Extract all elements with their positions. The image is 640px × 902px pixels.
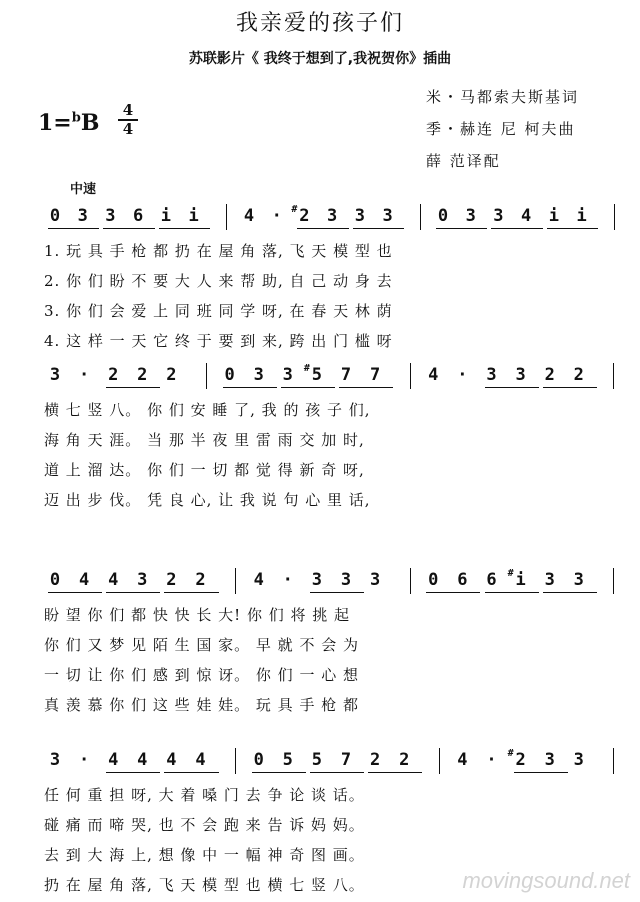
- barline: [410, 568, 411, 594]
- note: 2: [166, 365, 177, 385]
- note: 2: [369, 750, 381, 770]
- note: i #: [512, 570, 530, 590]
- sharp-accidental: #: [507, 748, 514, 759]
- note: 3: [493, 206, 504, 226]
- beam: [106, 387, 160, 388]
- lyric-line-1: 盼 望 你 们 都 快 快 长 大! 你 们 将 挑 起: [44, 606, 351, 624]
- note: 4: [457, 750, 468, 770]
- note: 3: [354, 206, 365, 226]
- beam: [491, 228, 542, 229]
- barline: [613, 363, 614, 389]
- note: 0: [428, 570, 439, 590]
- sharp-accidental: #: [303, 363, 310, 374]
- barline: [614, 204, 615, 230]
- beam: [436, 228, 487, 229]
- beam: [353, 228, 404, 229]
- time-signature: 4 4: [118, 102, 138, 138]
- note: 0: [49, 206, 61, 226]
- note: 6: [133, 206, 144, 226]
- note: 3: [544, 570, 555, 590]
- beam: [164, 592, 218, 593]
- lyric-line-3: 去 到 大 海 上, 想 像 中 一 幅 神 奇 图 画。: [44, 846, 365, 864]
- note: 7: [369, 365, 381, 385]
- barline: [410, 363, 411, 389]
- note: 0: [224, 365, 235, 385]
- note: 2: [544, 365, 555, 385]
- note: 3: [340, 570, 352, 590]
- beam: [339, 387, 393, 388]
- barline: [613, 568, 614, 594]
- score-system-3: [0, 560, 640, 714]
- note: 3: [465, 206, 476, 226]
- beam: [164, 772, 218, 773]
- lyric-line-4: 真 羡 慕 你 们 这 些 娃 娃。 玩 具 手 枪 都: [44, 696, 359, 714]
- note: 3: [137, 570, 148, 590]
- beam: [106, 772, 160, 773]
- beam: [281, 387, 335, 388]
- beam: [485, 592, 539, 593]
- note: ·: [78, 365, 90, 385]
- note: 3: [515, 365, 526, 385]
- beam: [223, 387, 277, 388]
- note: ·: [78, 750, 90, 770]
- note: 3: [77, 206, 88, 226]
- composer-credit: 季・赫连 尼 柯夫曲: [426, 120, 576, 138]
- beam: [297, 228, 348, 229]
- barline: [613, 748, 614, 774]
- note: ·: [457, 365, 468, 385]
- beam: [103, 228, 154, 229]
- note: 5: [311, 750, 323, 770]
- note: 2 #: [295, 206, 313, 226]
- note: 3: [49, 750, 61, 770]
- note: 6: [486, 570, 497, 590]
- lyric-line-4: 4. 这 样 一 天 它 终 于 要 到 来, 跨 出 门 槛 呀: [44, 332, 393, 350]
- note: i: [188, 206, 199, 226]
- note: 4: [137, 750, 148, 770]
- lyric-line-2: 2. 你 们 盼 不 要 大 人 来 帮 助, 自 己 动 身 去: [44, 272, 393, 290]
- lyric-line-3: 一 切 让 你 们 感 到 惊 讶。 你 们 一 心 想: [44, 666, 359, 684]
- lyric-line-1: 任 何 重 担 呀, 大 着 嗓 门 去 争 论 谈 话。: [44, 786, 365, 804]
- lyric-line-4: 迈 出 步 伐。 凭 良 心, 让 我 说 句 心 里 话,: [44, 491, 371, 509]
- beam: [48, 228, 99, 229]
- lyric-line-3: 3. 你 们 会 爱 上 同 班 同 学 呀, 在 春 天 林 荫: [44, 302, 393, 320]
- note: 3: [311, 570, 323, 590]
- song-subtitle: 苏联影片《 我终于想到了,我祝贺你》插曲: [188, 51, 452, 67]
- beam: [547, 228, 598, 229]
- note: ·: [271, 206, 282, 226]
- barline: [226, 204, 227, 230]
- note: ·: [282, 570, 293, 590]
- beam: [543, 387, 597, 388]
- beam: [426, 592, 480, 593]
- barline: [439, 748, 440, 774]
- note: 4: [78, 570, 90, 590]
- note: 5 #: [308, 365, 326, 385]
- note: ·: [486, 750, 497, 770]
- barline: [420, 204, 421, 230]
- note: 2 #: [512, 750, 530, 770]
- note: 3: [49, 365, 61, 385]
- note: 4: [195, 750, 206, 770]
- beam: [310, 772, 364, 773]
- note: 4: [166, 750, 177, 770]
- note: 2: [399, 750, 410, 770]
- note: 3: [486, 365, 497, 385]
- lyric-line-4: 扔 在 屋 角 落, 飞 天 模 型 也 横 七 竖 八。: [44, 876, 365, 894]
- lyric-line-1: 横 七 竖 八。 你 们 安 睡 了, 我 的 孩 子 们,: [44, 401, 371, 419]
- note: 0: [49, 570, 61, 590]
- note: 2: [166, 570, 177, 590]
- note: 2: [195, 570, 206, 590]
- beam: [485, 387, 539, 388]
- beam: [543, 592, 597, 593]
- note: 3: [282, 365, 293, 385]
- note: 7: [340, 750, 352, 770]
- note: i: [548, 206, 559, 226]
- beam: [48, 592, 102, 593]
- note: 3: [573, 570, 584, 590]
- note: 4: [108, 570, 119, 590]
- score-system-1: [0, 196, 640, 350]
- note: 3: [253, 365, 264, 385]
- beam: [310, 592, 364, 593]
- note: 7: [340, 365, 352, 385]
- note: 3: [544, 750, 555, 770]
- barline: [235, 568, 236, 594]
- lyric-line-3: 道 上 溜 达。 你 们 一 切 都 觉 得 新 奇 呀,: [44, 461, 365, 479]
- note: 3: [382, 206, 393, 226]
- sharp-accidental: #: [291, 204, 298, 215]
- beam: [252, 772, 306, 773]
- beam: [514, 772, 568, 773]
- note: 4: [243, 206, 255, 226]
- note: 2: [108, 365, 119, 385]
- lyricist-credit: 米・马都索夫斯基词: [426, 88, 580, 106]
- note: 4: [428, 365, 439, 385]
- note: i: [576, 206, 587, 226]
- tempo-marking: 中速: [70, 182, 97, 197]
- note: i: [160, 206, 171, 226]
- lyric-line-2: 碰 痛 而 啼 哭, 也 不 会 跑 来 告 诉 妈 妈。: [44, 816, 365, 834]
- note: 0: [437, 206, 449, 226]
- beam: [159, 228, 210, 229]
- note: 3: [105, 206, 116, 226]
- note: 3: [573, 750, 584, 770]
- lyric-line-2: 你 们 又 梦 见 陌 生 国 家。 早 就 不 会 为: [44, 636, 359, 654]
- note: 0: [253, 750, 264, 770]
- note: 4: [521, 206, 532, 226]
- note: 2: [137, 365, 148, 385]
- watermark: movingsound.net: [462, 868, 630, 893]
- beam: [106, 592, 160, 593]
- note: 3: [369, 570, 381, 590]
- note: 4: [253, 570, 264, 590]
- translator-credit: 薛 范译配: [426, 152, 501, 170]
- note: 3: [327, 206, 338, 226]
- song-title: 我亲爱的孩子们: [235, 11, 404, 36]
- note: 6: [457, 570, 468, 590]
- lyric-line-1: 1. 玩 具 手 枪 都 扔 在 屋 角 落, 飞 天 模 型 也: [44, 242, 393, 260]
- note: 4: [108, 750, 119, 770]
- score-system-2: [0, 355, 640, 509]
- barline: [206, 363, 207, 389]
- sharp-accidental: #: [507, 568, 514, 579]
- barline: [235, 748, 236, 774]
- note: 5: [282, 750, 293, 770]
- lyric-line-2: 海 角 天 涯。 当 那 半 夜 里 雷 雨 交 加 时,: [44, 431, 365, 449]
- note: 2: [573, 365, 584, 385]
- key-signature: 1=$^b$B: [38, 110, 100, 136]
- beam: [368, 772, 422, 773]
